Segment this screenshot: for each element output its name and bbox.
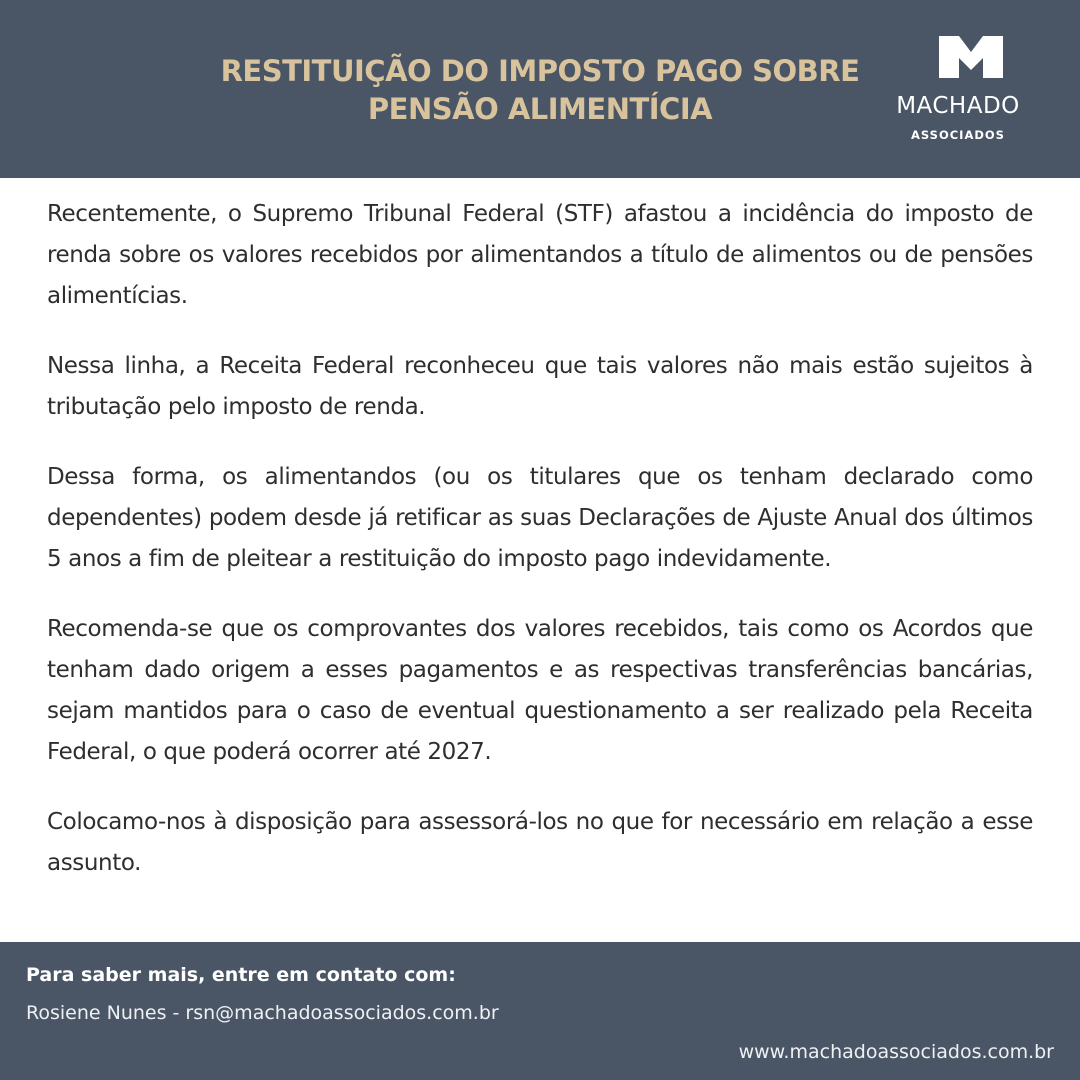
contact-info: Rosiene Nunes - rsn@machadoassociados.com.br	[26, 1002, 499, 1024]
machado-m-logo-icon	[939, 36, 1003, 78]
title-line-1: RESTITUIÇÃO DO IMPOSTO PAGO SOBRE	[220, 54, 860, 88]
logo-name: MACHADO	[896, 93, 1020, 119]
paragraph-1: Recentemente, o Supremo Tribunal Federal (STF) afastou a incidência do imposto de renda sobre os valores recebidos por alimentandos a título de alimentos ou de pensões alimentícias.	[47, 201, 1033, 309]
paragraph-4: Recomenda-se que os comprovantes dos valores recebidos, tais como os Acordos que tenham dado origem a esses pagamentos e as respectivas transferências bancárias, sejam mantidos para o caso de eventual questionamento a ser realizado pela Receita Federal, o que poderá ocorrer até 2027.	[47, 616, 1033, 765]
header-band	[0, 0, 1080, 178]
paragraph-5: Colocamo-nos à disposição para assessorá-los no que for necessário em relação a esse assunto.	[47, 809, 1033, 876]
company-logo	[888, 34, 1028, 149]
footer-band	[0, 942, 1080, 1080]
website-link[interactable]: www.machadoassociados.com.br	[738, 1041, 1054, 1063]
title-line-2: PENSÃO ALIMENTÍCIA	[367, 92, 713, 126]
article-body	[47, 194, 1033, 913]
logo-subtitle: ASSOCIADOS	[911, 128, 1005, 142]
contact-heading: Para saber mais, entre em contato com:	[26, 964, 456, 986]
paragraph-3: Dessa forma, os alimentandos (ou os titulares que os tenham declarado como dependentes) podem desde já retificar as suas Declarações de Ajuste Anual dos últimos 5 anos a fim de pleitear a restituição do imposto pago indevidamente.	[47, 464, 1033, 572]
paragraph-2: Nessa linha, a Receita Federal reconheceu que tais valores não mais estão sujeitos à tributação pelo imposto de renda.	[47, 353, 1033, 420]
page-title	[200, 52, 880, 128]
